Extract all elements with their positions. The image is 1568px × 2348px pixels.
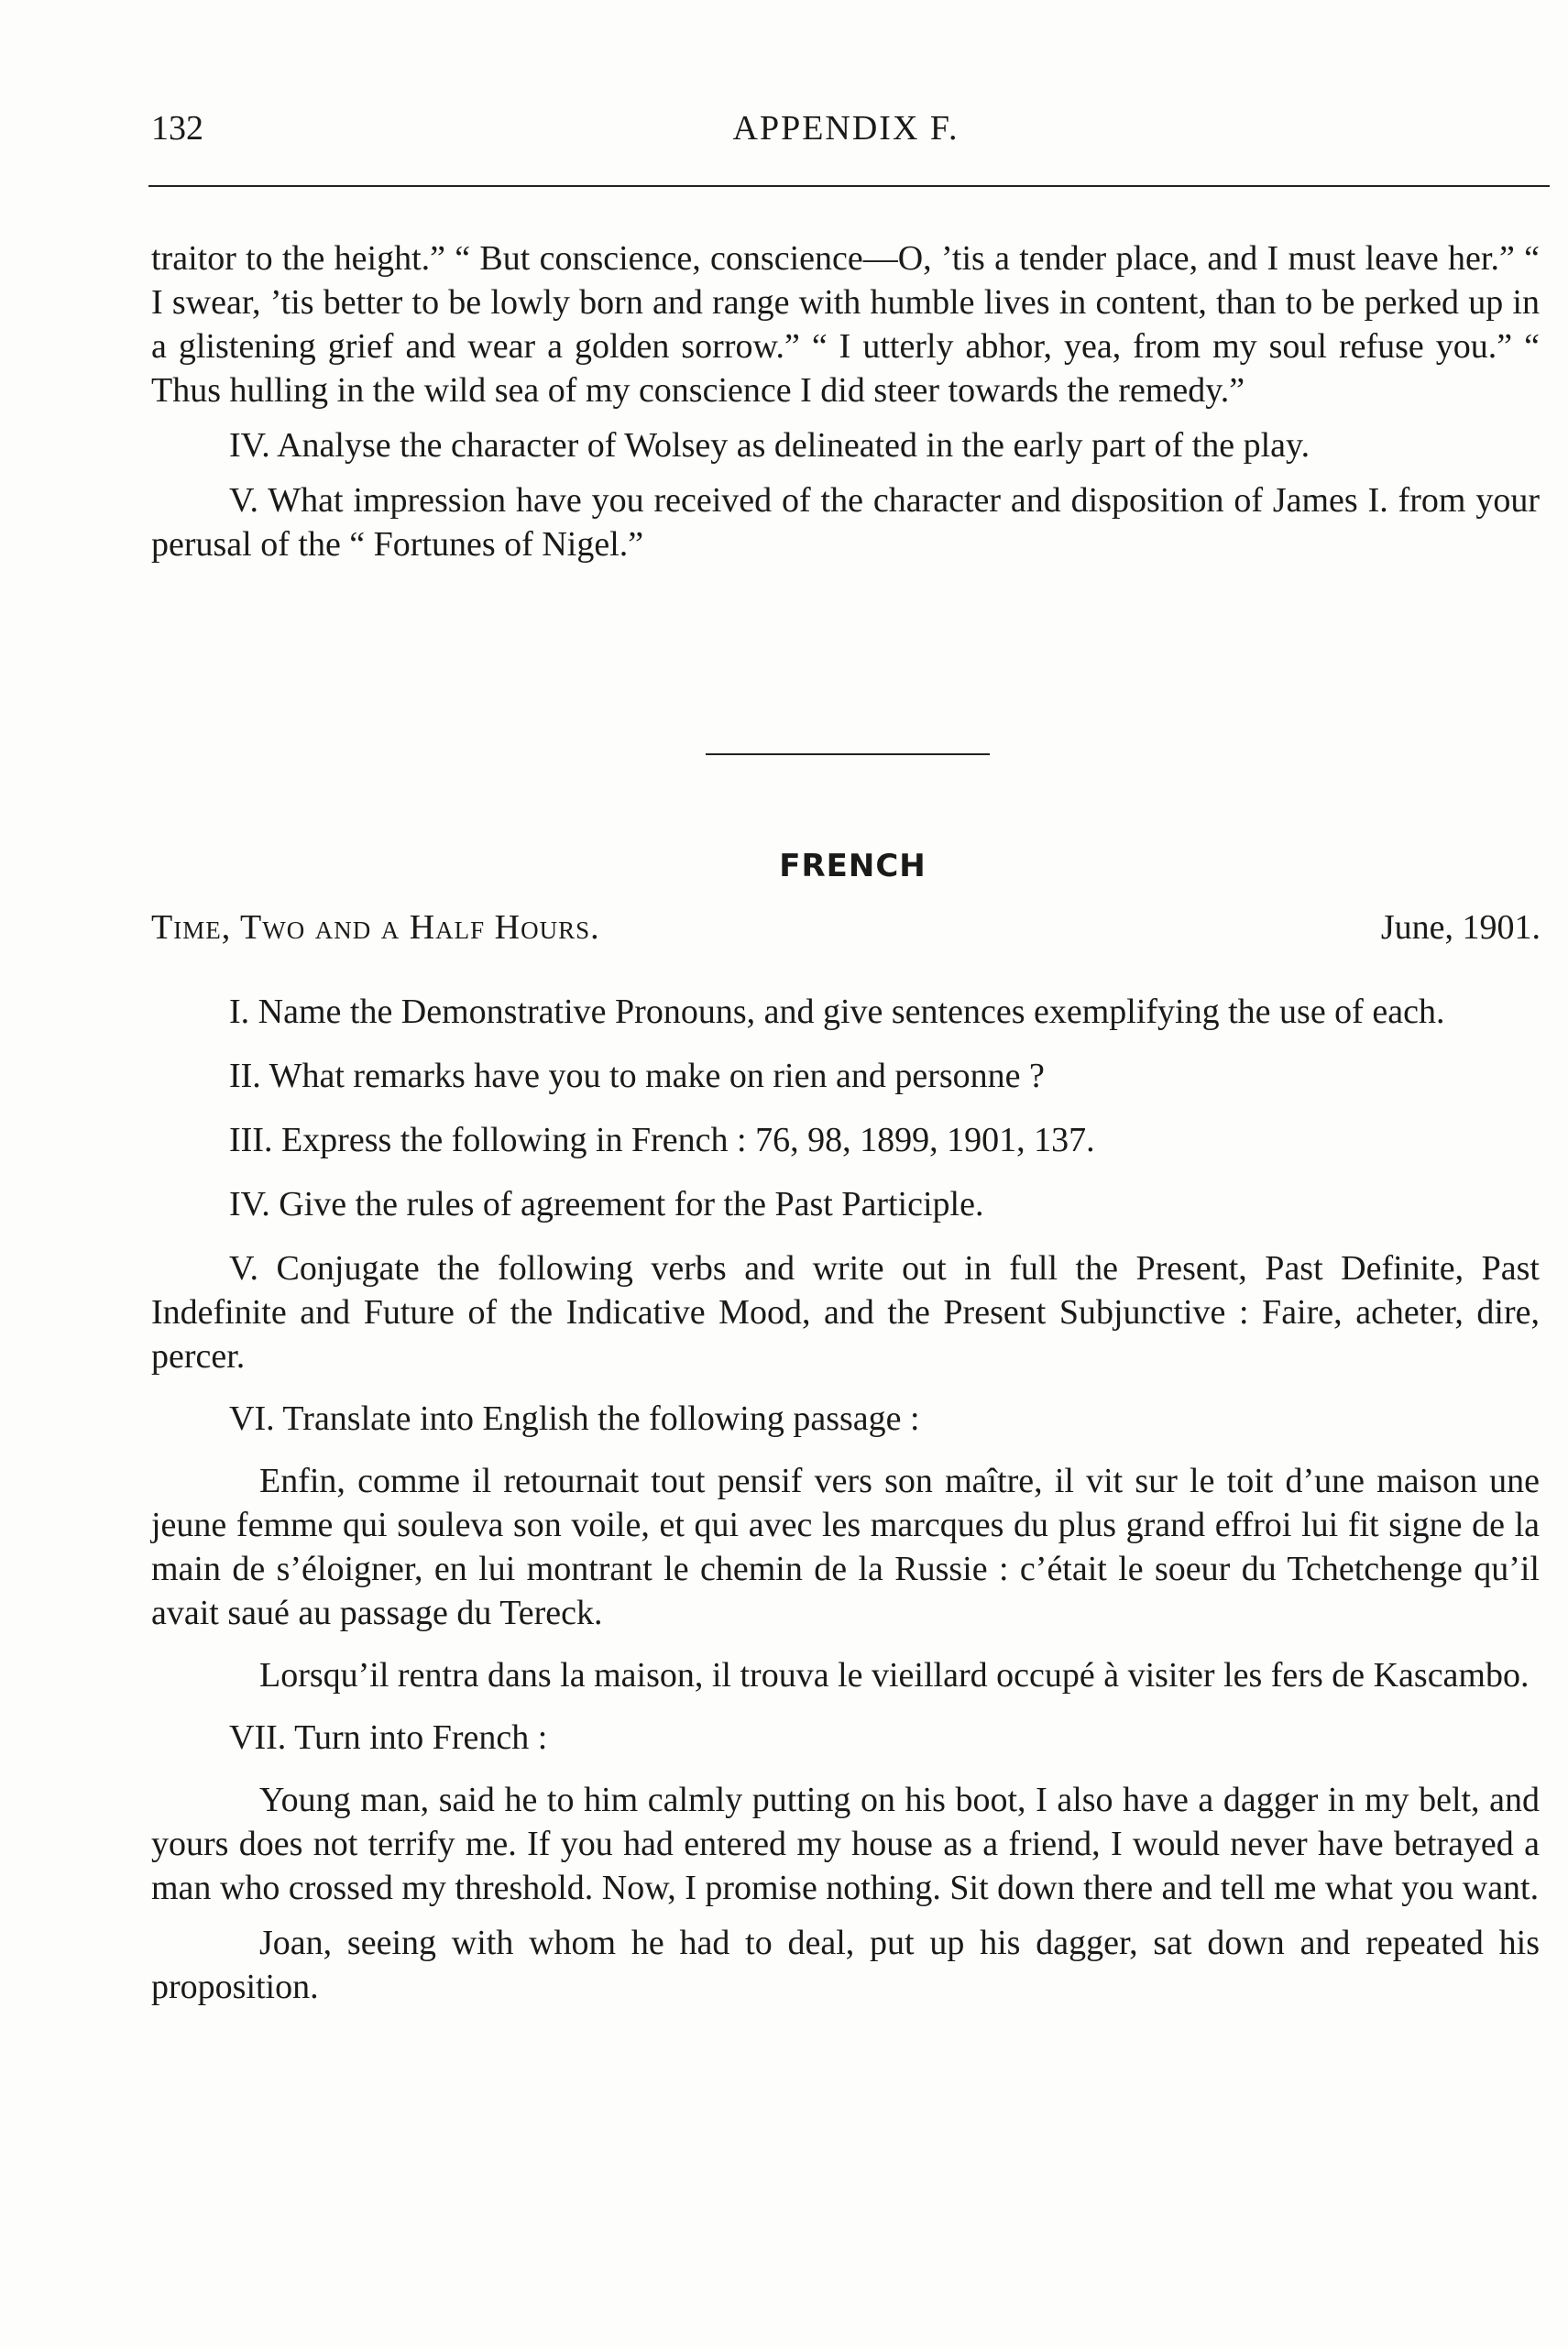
english-passage-1: Young man, said he to him calmly putting on his boot, I also have a dagger in my belt, and yours does not terrify me. If you had entered my house as a friend, I would never have betrayed a man who crossed my threshold. Now, I promise nothing. Sit down there and tell me what you want.: [151, 1781, 1540, 1907]
question-v-french: V. Conjugate the following verbs and write out in full the Present, Past Definite, Past Indefinite and Future of the Indicative Mood, and the Present Subjunctive : Faire, acheter, dire, percer.: [151, 1249, 1540, 1376]
french-passage-1: Enfin, comme il retournait tout pensif vers son maître, il vit sur le toit d’une maison une jeune femme qui souleva son voile, et qui avec les marcques du plus grand effroi lui fit signe de la main de s’éloigner, en lui montrant le chemin de la Russie : c’était le soeur du Tchetchenge qu’il avait saué au passage du Tereck.: [151, 1462, 1540, 1632]
header-rule: [148, 185, 1550, 187]
question-i: I. Name the Demonstrative Pronouns, and give sentences exemplifying the use of each.: [229, 993, 1445, 1031]
question-vii: VII. Turn into French :: [229, 1718, 548, 1757]
page-header: [151, 108, 1541, 163]
section-separator: [706, 753, 990, 755]
question-iii: III. Express the following in French : 76, 98, 1899, 1901, 137.: [229, 1121, 1095, 1159]
section-title: FRENCH: [779, 848, 927, 884]
question-iv: IV. Analyse the character of Wolsey as delineated in the early part of the play.: [229, 426, 1310, 465]
english-passage-2: Joan, seeing with whom he had to deal, put up his dagger, sat down and repeated his proposition.: [151, 1924, 1540, 2006]
time-note: Time, Two and a Half Hours.: [151, 908, 600, 947]
question-ii: II. What remarks have you to make on rien and personne ?: [229, 1057, 1045, 1095]
running-head: APPENDIX F.: [732, 109, 959, 148]
exam-meta: [151, 907, 1541, 953]
quote-paragraph: traitor to the height.” “ But conscience, conscience—O, ’tis a tender place, and I must leave her.” “ I swear, ’tis better to be lowly born and range with humble lives in content, than to be perked up in a glistening grief and wear a golden sorrow.” “ I utterly abhor, yea, from my soul refuse you.” “ Thus hulling in the wild sea of my conscience I did steer towards the remedy.”: [151, 239, 1540, 410]
question-vi: VI. Translate into English the following passage :: [229, 1399, 920, 1438]
english-continuation: [151, 236, 1540, 566]
french-passage-2: Lorsqu’il rentra dans la maison, il trouva le vieillard occupé à visiter les fers de Kascambo.: [259, 1656, 1530, 1695]
question-iv-french: IV. Give the rules of agreement for the Past Participle.: [229, 1185, 984, 1223]
french-questions: [151, 990, 1540, 2009]
page-number: 132: [151, 109, 203, 148]
exam-date: June, 1901.: [1380, 908, 1541, 947]
question-v: V. What impression have you received of the character and disposition of James I. from your perusal of the “ Fortunes of Nigel.”: [151, 481, 1540, 564]
